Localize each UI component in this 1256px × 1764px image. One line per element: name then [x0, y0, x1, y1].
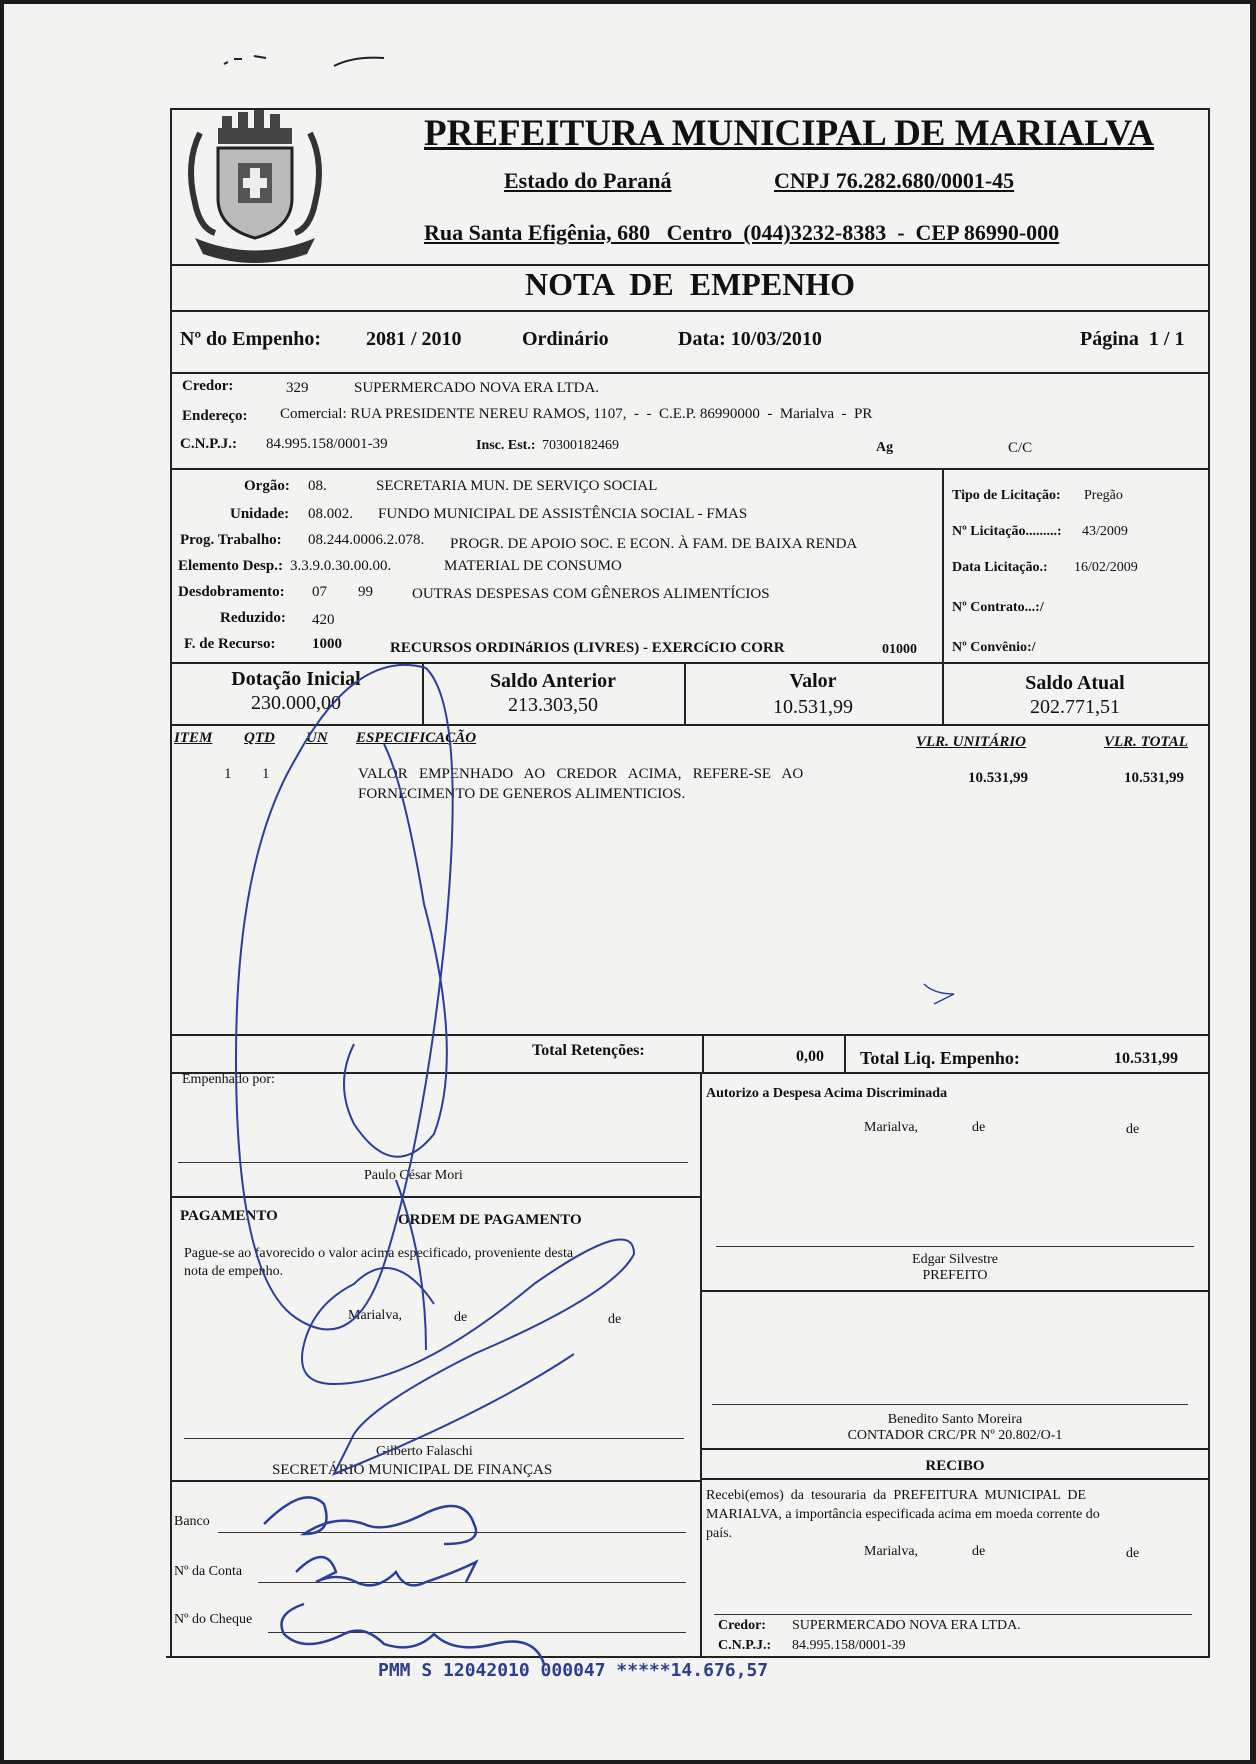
- licitacao-numero-label: Nº Licitação.........:: [952, 524, 1062, 539]
- signature-line: [716, 1246, 1194, 1247]
- recibo-cnpj-label: C.N.P.J.:: [718, 1638, 772, 1653]
- banco-field: [218, 1532, 686, 1533]
- item-description-line2: FORNECIMENTO DE GENEROS ALIMENTICIOS.: [358, 786, 686, 802]
- ordem-pagamento-label: ORDEM DE PAGAMENTO: [398, 1212, 582, 1228]
- elemento-name: MATERIAL DE CONSUMO: [444, 558, 622, 574]
- divider: [700, 1072, 702, 1656]
- secretario-role: SECRETÁRIO MUNICIPAL DE FINANÇAS: [272, 1462, 553, 1478]
- retencoes-label: Total Retenções:: [532, 1042, 645, 1059]
- divider: [170, 468, 1210, 470]
- cheque-field: [268, 1632, 686, 1633]
- credor-name: SUPERMERCADO NOVA ERA LTDA.: [354, 380, 600, 396]
- desdobramento-code-a: 07: [312, 584, 327, 600]
- pagamento-text-line2: nota de empenho.: [184, 1264, 284, 1279]
- pagamento-de2: de: [608, 1312, 622, 1327]
- unidade-code: 08.002.: [308, 506, 353, 522]
- divider: [170, 372, 1210, 374]
- col-un: UN: [306, 730, 328, 746]
- programa-name: PROGR. DE APOIO SOC. E ECON. À FAM. DE BAIXA RENDA: [450, 536, 858, 552]
- retencoes-value: 0,00: [796, 1048, 824, 1065]
- signature-loop-2: [344, 744, 447, 1157]
- recibo-credor-label: Credor:: [718, 1618, 766, 1633]
- ink-mark: [214, 44, 414, 84]
- contrato-label: Nº Contrato...:/: [952, 600, 1044, 615]
- cheque-label: Nº do Cheque: [174, 1612, 253, 1627]
- bank-stamp: PMM S 12042010 000047 *****14.676,57: [378, 1660, 769, 1681]
- cnpj-label: C.N.P.J.:: [180, 436, 237, 452]
- document-title: NOTA DE EMPENHO: [524, 266, 856, 302]
- orgao-name: SECRETARIA MUN. DE SERVIÇO SOCIAL: [376, 478, 658, 494]
- prefeito-name: Edgar Silvestre: [912, 1252, 998, 1267]
- licitacao-tipo: Pregão: [1084, 488, 1123, 503]
- divider: [170, 1034, 1210, 1036]
- municipality-address: Rua Santa Efigênia, 680 Centro (044)3232-8383 - CEP 86990-000: [424, 220, 1060, 245]
- recibo-text-line2: MARIALVA, a importância especificada acima em moeda corrente do: [706, 1507, 1100, 1522]
- empenhado-label: Empenhado por:: [182, 1072, 275, 1087]
- coat-of-arms-emblem: [180, 108, 330, 263]
- autorizo-label: Autorizo a Despesa Acima Discriminada: [706, 1086, 948, 1101]
- divider: [170, 724, 1210, 726]
- divider: [170, 310, 1210, 312]
- pagamento-label: PAGAMENTO: [180, 1208, 278, 1224]
- empenho-number: 2081 / 2010: [366, 328, 462, 350]
- signature-line: [712, 1404, 1188, 1405]
- valor-value: 10.531,99: [773, 696, 853, 718]
- contador-role: CONTADOR CRC/PR Nº 20.802/O-1: [847, 1428, 1063, 1443]
- col-vlr-unitario: VLR. UNITÁRIO: [916, 734, 1027, 750]
- pagamento-de1: de: [454, 1310, 468, 1325]
- reduzido-value: 420: [312, 612, 335, 628]
- recibo-de1: de: [972, 1544, 986, 1559]
- elemento-label: Elemento Desp.:: [178, 558, 283, 574]
- autorizo-city: Marialva,: [864, 1120, 919, 1135]
- programa-label: Prog. Trabalho:: [180, 532, 282, 548]
- licitacao-tipo-label: Tipo de Licitação:: [952, 488, 1061, 503]
- recibo-city: Marialva,: [864, 1544, 919, 1559]
- saldo-atual-label: Saldo Atual: [1025, 672, 1125, 694]
- empenhado-name: Paulo César Mori: [364, 1168, 463, 1183]
- col-vlr-total: VLR. TOTAL: [1104, 734, 1188, 750]
- divider: [170, 1072, 1210, 1074]
- conta-label: Nº da Conta: [174, 1564, 243, 1579]
- signature-line: [184, 1438, 684, 1439]
- empenho-label: Nº do Empenho:: [180, 328, 322, 350]
- licitacao-data-label: Data Licitação.:: [952, 560, 1048, 575]
- signature-cheque: [282, 1604, 545, 1664]
- total-liquido-label: Total Liq. Empenho:: [860, 1048, 1020, 1068]
- divider: [702, 1034, 704, 1072]
- agency-label: Ag: [876, 440, 894, 455]
- signature-stroke: [396, 1180, 426, 1350]
- pagamento-text-line1: Pague-se ao favorecido o valor acima especificado, proveniente desta: [184, 1246, 574, 1261]
- recurso-label: F. de Recurso:: [184, 636, 276, 652]
- unidade-label: Unidade:: [230, 506, 290, 522]
- elemento-code: 3.3.9.0.30.00.00.: [290, 558, 392, 574]
- page-number: Página 1 / 1: [1080, 328, 1185, 350]
- signature-line: [178, 1162, 688, 1163]
- divider: [702, 1478, 1210, 1480]
- endereco-label: Endereço:: [182, 408, 248, 424]
- recibo-de2: de: [1126, 1546, 1140, 1561]
- item-qtd: 1: [262, 766, 270, 782]
- ink-mark: [924, 984, 954, 1004]
- item-vlr-total: 10.531,99: [1124, 770, 1184, 786]
- total-liquido-value: 10.531,99: [1114, 1050, 1178, 1067]
- municipality-title: PREFEITURA MUNICIPAL DE MARIALVA: [424, 113, 1155, 154]
- credor-label: Credor:: [182, 378, 234, 394]
- orgao-code: 08.: [308, 478, 327, 494]
- licitacao-data: 16/02/2009: [1074, 560, 1138, 575]
- divider: [170, 1480, 702, 1482]
- signature-banco: [264, 1497, 476, 1544]
- dotacao-value: 230.000,00: [251, 692, 341, 714]
- autorizo-de1: de: [972, 1120, 986, 1135]
- recibo-text-line3: país.: [706, 1526, 733, 1541]
- credor-address: Comercial: RUA PRESIDENTE NEREU RAMOS, 1107, - - C.E.P. 86990000 - Marialva - PR: [280, 406, 873, 422]
- reduzido-label: Reduzido:: [220, 610, 286, 626]
- orgao-label: Orgão:: [244, 478, 290, 494]
- credor-code: 329: [286, 380, 309, 396]
- credor-cnpj: 84.995.158/0001-39: [266, 436, 388, 452]
- valor-label: Valor: [789, 670, 837, 692]
- desdobramento-label: Desdobramento:: [178, 584, 285, 600]
- empenho-type: Ordinário: [522, 328, 609, 350]
- col-item: ITEM: [174, 730, 213, 746]
- frame-right: [1208, 108, 1210, 1658]
- document-page: [4, 4, 1250, 1760]
- municipality-cnpj: CNPJ 76.282.680/0001-45: [774, 168, 1015, 193]
- empenho-date: Data: 10/03/2010: [678, 328, 822, 350]
- dotacao-label: Dotação Inicial: [231, 668, 361, 690]
- desdobramento-name: OUTRAS DESPESAS COM GÊNEROS ALIMENTÍCIOS: [412, 586, 770, 602]
- divider: [942, 468, 944, 662]
- item-description-line1: VALOR EMPENHADO AO CREDOR ACIMA, REFERE-SE AO: [358, 766, 804, 782]
- frame-left: [170, 108, 172, 1658]
- secretario-name: Gilberto Falaschi: [376, 1444, 473, 1459]
- insc-label: Insc. Est.:: [476, 438, 536, 453]
- recibo-cnpj: 84.995.158/0001-39: [792, 1638, 906, 1653]
- recurso-sub-code: 01000: [882, 642, 917, 657]
- divider: [170, 1196, 702, 1198]
- divider: [702, 1290, 1210, 1292]
- item-vlr-unitario: 10.531,99: [968, 770, 1028, 786]
- convenio-label: Nº Convênio:/: [952, 640, 1036, 655]
- signature-loop-1: [236, 665, 453, 1330]
- frame-bottom: [166, 1656, 1210, 1658]
- pagamento-city: Marialva,: [348, 1308, 403, 1323]
- saldo-anterior-value: 213.303,50: [508, 694, 598, 716]
- item-number: 1: [224, 766, 232, 782]
- col-qtd: QTD: [244, 730, 275, 746]
- conta-field: [258, 1582, 686, 1583]
- licitacao-numero: 43/2009: [1082, 524, 1128, 539]
- contador-name: Benedito Santo Moreira: [887, 1412, 1023, 1427]
- recibo-text-line1: Recebi(emos) da tesouraria da PREFEITURA MUNICIPAL DE: [706, 1488, 1087, 1503]
- saldo-anterior-label: Saldo Anterior: [489, 670, 617, 692]
- recurso-name: RECURSOS ORDINáRIOS (LIVRES) - EXERCíCIO CORR: [390, 640, 785, 656]
- programa-code: 08.244.0006.2.078.: [308, 532, 425, 548]
- divider: [170, 662, 1210, 664]
- recibo-label: RECIBO: [925, 1458, 985, 1474]
- unidade-name: FUNDO MUNICIPAL DE ASSISTÊNCIA SOCIAL - FMAS: [378, 506, 748, 522]
- prefeito-role: PREFEITO: [922, 1268, 988, 1283]
- autorizo-de2: de: [1126, 1122, 1140, 1137]
- recurso-code: 1000: [312, 636, 342, 652]
- banco-label: Banco: [174, 1514, 210, 1529]
- signature-line: [714, 1614, 1192, 1615]
- divider: [702, 1448, 1210, 1450]
- col-especificacao: ESPECIFICAÇÃO: [356, 730, 477, 746]
- recibo-credor-name: SUPERMERCADO NOVA ERA LTDA.: [792, 1618, 1021, 1633]
- desdobramento-code-b: 99: [358, 584, 373, 600]
- saldo-atual-value: 202.771,51: [1030, 696, 1120, 718]
- account-label: C/C: [1008, 440, 1033, 456]
- credor-insc: 70300182469: [542, 438, 619, 453]
- state-name: Estado do Paraná: [504, 168, 672, 193]
- divider: [844, 1034, 846, 1072]
